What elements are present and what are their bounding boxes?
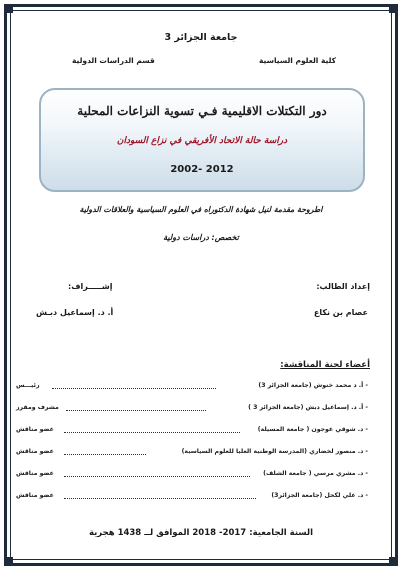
study-period: 2002- 2012 [170,164,234,175]
committee-member [16,470,368,482]
member-name: - د. علي لكحل (جامعة الجزائر3) [271,492,368,499]
member-role: مشرف ومقرر [16,404,59,411]
preparation-label: إعداد الطالب: [316,282,370,291]
corner-ornament [4,557,13,566]
member-name: - أ. د. إسماعيل دبش (جامعة الجزائر 3 ) [248,404,368,411]
academic-year: السنة الجامعية: 2017- 2018 الموافق لــ 1438 هجرية [88,528,314,538]
corner-ornament [389,4,398,13]
committee-member [16,492,368,504]
faculty-name: كلية العلوم السياسية [258,56,336,65]
corner-ornament [389,557,398,566]
dotted-leader [66,410,206,411]
thesis-statement: اطروحة مقدمة لنيل شهادة الدكتوراه في العلوم السياسية والعلاقات الدولية [79,205,323,214]
member-role: رئيـــس [16,382,40,389]
member-role: عضو مناقش [16,448,54,455]
dotted-leader [64,498,256,499]
specialization: تخصص: دراسات دولية [163,233,239,242]
member-name: - أ. د محمد خنوش (جامعة الجزائر 3) [258,382,368,389]
university-name: جامعة الجزائر 3 [164,32,238,43]
member-role: عضو مناقش [16,492,54,499]
department-name: قسم الدراسات الدولية [72,56,155,65]
committee-member [16,426,368,438]
member-name: - د. منصور لخضاري (المدرسة الوطنية العليا للعلوم السياسية) [181,448,368,455]
supervisor-name: أ. د. إسماعيل دبـش [36,308,114,317]
committee-member [16,382,368,394]
title-box [39,88,365,192]
committee-member [16,448,368,460]
member-name: - د. شوقي عوجون ( جامعة المسيلة) [257,426,368,433]
dotted-leader [64,432,240,433]
supervision-label: إشـــــراف: [68,282,113,291]
committee-heading: أعضاء لجنة المناقشة: [280,360,370,370]
member-role: عضو مناقش [16,426,54,433]
member-role: عضو مناقش [16,470,54,477]
student-name: عصام بن نكاع [313,308,368,317]
committee-member [16,404,368,416]
member-name: - د. مشري مرسي ( جامعة الشلف) [263,470,368,477]
thesis-title: دور التكتلات الاقليمية فـي تسوية النزاعات المحلية [77,104,327,118]
dotted-leader [52,388,216,389]
thesis-subtitle: دراسة حالة الاتحاد الأفريقي في نزاع السودان [116,136,288,146]
dotted-leader [64,476,250,477]
dotted-leader [64,454,146,455]
cover-page [12,12,390,558]
